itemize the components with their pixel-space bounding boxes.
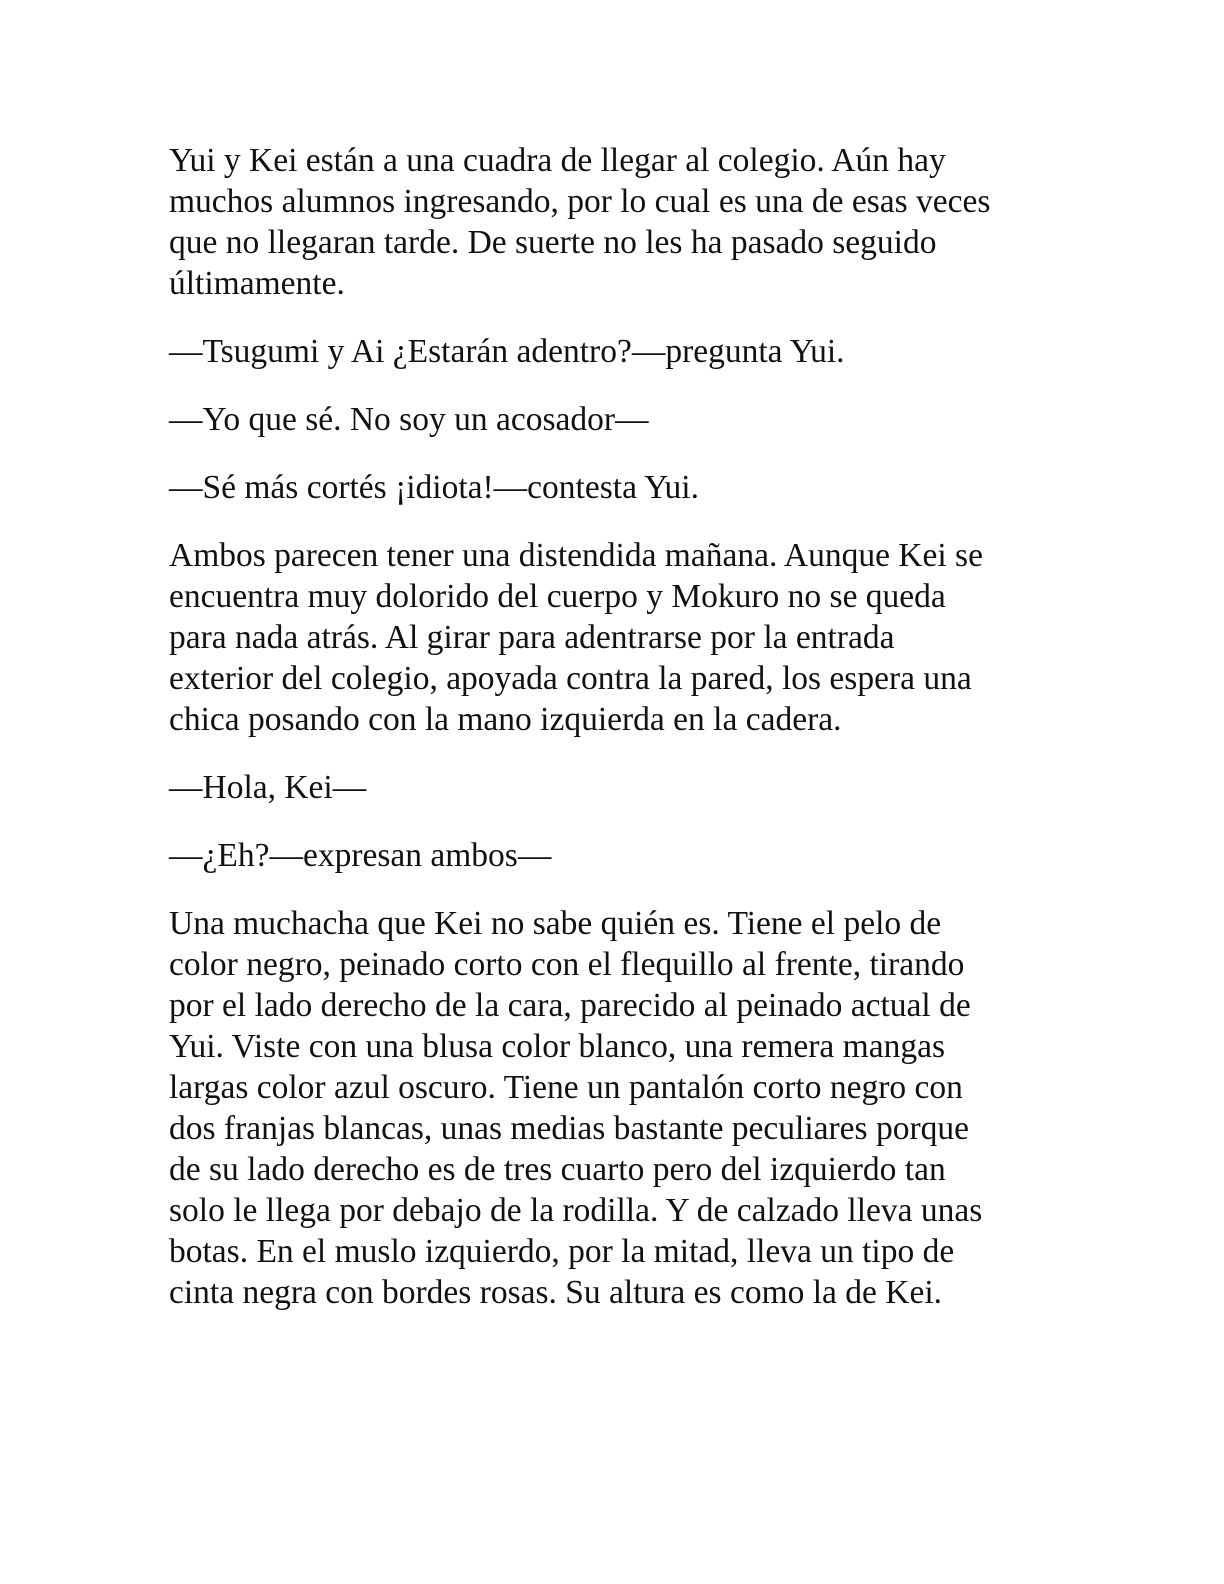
- text-line: solo le llega por debajo de la rodilla. Y de calzado lleva unas: [169, 1192, 983, 1229]
- text-line: —Hola, Kei—: [169, 769, 367, 806]
- paragraph-narration: [169, 140, 1069, 304]
- text-line: exterior del colegio, apoyada contra la pared, los espera una: [169, 660, 972, 697]
- paragraph-dialogue: [169, 331, 1069, 372]
- text-line: —Yo que sé. No soy un acosador—: [169, 401, 649, 438]
- text-line: cinta negra con bordes rosas. Su altura es como la de Kei.: [169, 1274, 943, 1311]
- text-line: color negro, peinado corto con el flequillo al frente, tirando: [169, 946, 965, 983]
- paragraph-narration: [169, 535, 1069, 740]
- text-line: que no llegaran tarde. De suerte no les ha pasado seguido: [169, 224, 937, 261]
- paragraph-narration: [169, 903, 1069, 1313]
- text-line: botas. En el muslo izquierdo, por la mitad, lleva un tipo de: [169, 1233, 955, 1270]
- paragraph-dialogue: [169, 399, 1069, 440]
- text-line: dos franjas blancas, unas medias bastante peculiares porque: [169, 1110, 969, 1147]
- text-line: últimamente.: [169, 265, 345, 302]
- text-line: Yui y Kei están a una cuadra de llegar al colegio. Aún hay: [169, 142, 946, 179]
- paragraph-dialogue: [169, 835, 1069, 876]
- text-line: Ambos parecen tener una distendida mañana. Aunque Kei se: [169, 537, 983, 574]
- text-line: muchos alumnos ingresando, por lo cual es una de esas veces: [169, 183, 991, 220]
- text-line: encuentra muy dolorido del cuerpo y Mokuro no se queda: [169, 578, 946, 615]
- text-line: Una muchacha que Kei no sabe quién es. Tiene el pelo de: [169, 905, 942, 942]
- text-line: de su lado derecho es de tres cuarto pero del izquierdo tan: [169, 1151, 946, 1188]
- text-line: Yui. Viste con una blusa color blanco, una remera mangas: [169, 1028, 946, 1065]
- text-line: chica posando con la mano izquierda en la cadera.: [169, 701, 842, 738]
- text-line: —¿Eh?—expresan ambos—: [169, 837, 552, 874]
- paragraph-dialogue: [169, 767, 1069, 808]
- text-line: para nada atrás. Al girar para adentrarse por la entrada: [169, 619, 895, 656]
- text-line: por el lado derecho de la cara, parecido al peinado actual de: [169, 987, 971, 1024]
- text-line: —Sé más cortés ¡idiota!—contesta Yui.: [169, 469, 699, 506]
- text-line: largas color azul oscuro. Tiene un pantalón corto negro con: [169, 1069, 963, 1106]
- text-line: —Tsugumi y Ai ¿Estarán adentro?—pregunta Yui.: [169, 333, 845, 370]
- document-page: [169, 140, 1069, 1313]
- paragraph-dialogue: [169, 467, 1069, 508]
